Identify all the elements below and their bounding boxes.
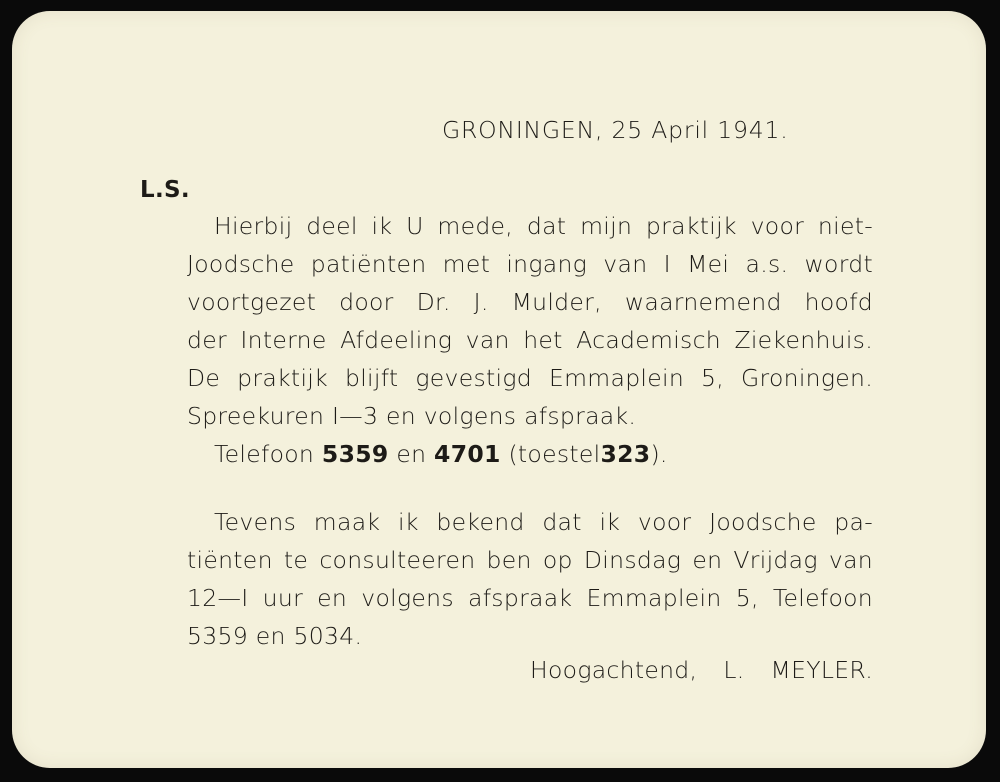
letter-date: GRONINGEN, 25 April 1941.	[442, 116, 789, 144]
telephone-line	[214, 440, 668, 468]
telephone-extension-close: ).	[650, 440, 668, 468]
paragraph1-line-3: voortgezet door Dr. J. Mulder, waarnemend hoofd	[187, 288, 873, 316]
closing-signature: Hoogachtend, L. MEYLER.	[530, 656, 873, 684]
paragraph1-line-2: Joodsche patiënten met ingang van I Mei a.s. wordt	[187, 250, 873, 278]
paragraph2-line-1: Tevens maak ik bekend dat ik voor Joodsche pa-	[214, 508, 873, 536]
paragraph1-line-4: der Interne Afdeeling van het Academisch Ziekenhuis.	[187, 326, 873, 354]
paragraph1-line-6: Spreekuren I—3 en volgens afspraak.	[187, 402, 637, 430]
paragraph2-line-2: tiënten te consulteeren ben op Dinsdag en Vrijdag van	[187, 546, 873, 574]
paragraph1-line-5: De praktijk blijft gevestigd Emmaplein 5, Groningen.	[187, 364, 873, 392]
telephone-number-1: 5359	[321, 440, 389, 468]
paragraph2-line-3: 12—I uur en volgens afspraak Emmaplein 5, Telefoon	[187, 584, 873, 612]
telephone-extension-open: (toestel	[508, 440, 601, 468]
telephone-label: Telefoon	[214, 440, 315, 468]
salutation: L.S.	[140, 177, 190, 203]
telephone-number-2: 4701	[434, 440, 501, 468]
paragraph2-line-4: 5359 en 5034.	[187, 622, 363, 650]
telephone-extension: 323	[600, 440, 651, 468]
telephone-conjunction: en	[396, 440, 427, 468]
letter-card	[12, 11, 986, 768]
paragraph1-line-1: Hierbij deel ik U mede, dat mijn praktijk voor niet-	[214, 212, 873, 240]
